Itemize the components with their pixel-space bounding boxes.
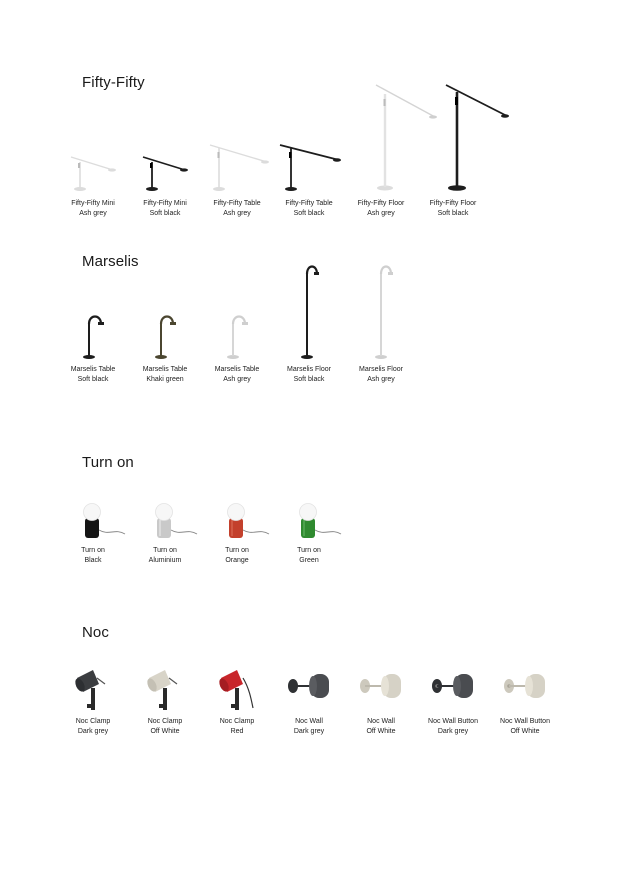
- fifty-fifty-floor-ash-grey-lamp-icon: [345, 80, 417, 195]
- product-label: Turn on Aluminium: [148, 547, 182, 564]
- product-label: Turn on Green: [297, 547, 321, 564]
- turn-on-orange-lamp-icon: [201, 500, 273, 544]
- product-label: Fifty-Fifty Floor Ash grey: [357, 200, 405, 217]
- section-title-turn-on: Turn on: [82, 454, 134, 471]
- product-label: Noc Clamp Red: [219, 718, 255, 735]
- marselis-floor-ash-grey-lamp-icon: [345, 262, 417, 362]
- product-label: Marselis Floor Soft black: [287, 366, 331, 383]
- marselis-table-khaki-green-lamp-icon: [129, 300, 201, 362]
- product-label: Noc Clamp Off White: [147, 718, 183, 735]
- turn-on-green-lamp-icon: [273, 500, 345, 544]
- product-label: Turn on Black: [81, 547, 105, 564]
- section-title-noc: Noc: [82, 624, 109, 641]
- noc-clamp-off-white-lamp-icon: [129, 664, 201, 716]
- turn-on-black-lamp-icon: [57, 500, 129, 544]
- product-label: Turn on Orange: [225, 547, 249, 564]
- product-label: Fifty-Fifty Floor Soft black: [429, 200, 477, 217]
- marselis-floor-soft-black-lamp-icon: [273, 262, 345, 362]
- section-title-marselis: Marselis: [82, 253, 139, 270]
- product-label: Marselis Table Khaki green: [142, 366, 188, 383]
- product-label: Noc Clamp Dark grey: [75, 718, 111, 735]
- noc-clamp-red-lamp-icon: [201, 664, 273, 716]
- product-label: Fifty-Fifty Mini Ash grey: [71, 200, 115, 217]
- marselis-table-ash-grey-lamp-icon: [201, 300, 273, 362]
- product-label: Marselis Table Ash grey: [214, 366, 260, 383]
- product-label: Fifty-Fifty Mini Soft black: [143, 200, 187, 217]
- fifty-fifty-table-soft-black-lamp-icon: [273, 140, 345, 195]
- noc-clamp-dark-grey-lamp-icon: [57, 664, 129, 716]
- product-label: Marselis Table Soft black: [70, 366, 116, 383]
- section-title-fifty-fifty: Fifty-Fifty: [82, 74, 145, 91]
- noc-wall-dark-grey-lamp-icon: [273, 664, 345, 716]
- product-label: Noc Wall Off White: [366, 718, 396, 735]
- marselis-table-soft-black-lamp-icon: [57, 300, 129, 362]
- product-label: Noc Wall Button Dark grey: [428, 718, 478, 735]
- fifty-fifty-table-ash-grey-lamp-icon: [201, 140, 273, 195]
- fifty-fifty-floor-soft-black-lamp-icon: [417, 80, 489, 195]
- product-label: Noc Wall Dark grey: [293, 718, 325, 735]
- turn-on-aluminium-lamp-icon: [129, 500, 201, 544]
- product-label: Fifty-Fifty Table Soft black: [285, 200, 333, 217]
- fifty-fifty-mini-ash-grey-lamp-icon: [57, 140, 129, 195]
- product-label: Fifty-Fifty Table Ash grey: [213, 200, 261, 217]
- product-label: Marselis Floor Ash grey: [359, 366, 403, 383]
- noc-wall-button-off-white-lamp-icon: [489, 664, 561, 716]
- noc-wall-off-white-lamp-icon: [345, 664, 417, 716]
- product-label: Noc Wall Button Off White: [500, 718, 550, 735]
- noc-wall-button-dark-grey-lamp-icon: [417, 664, 489, 716]
- fifty-fifty-mini-soft-black-lamp-icon: [129, 140, 201, 195]
